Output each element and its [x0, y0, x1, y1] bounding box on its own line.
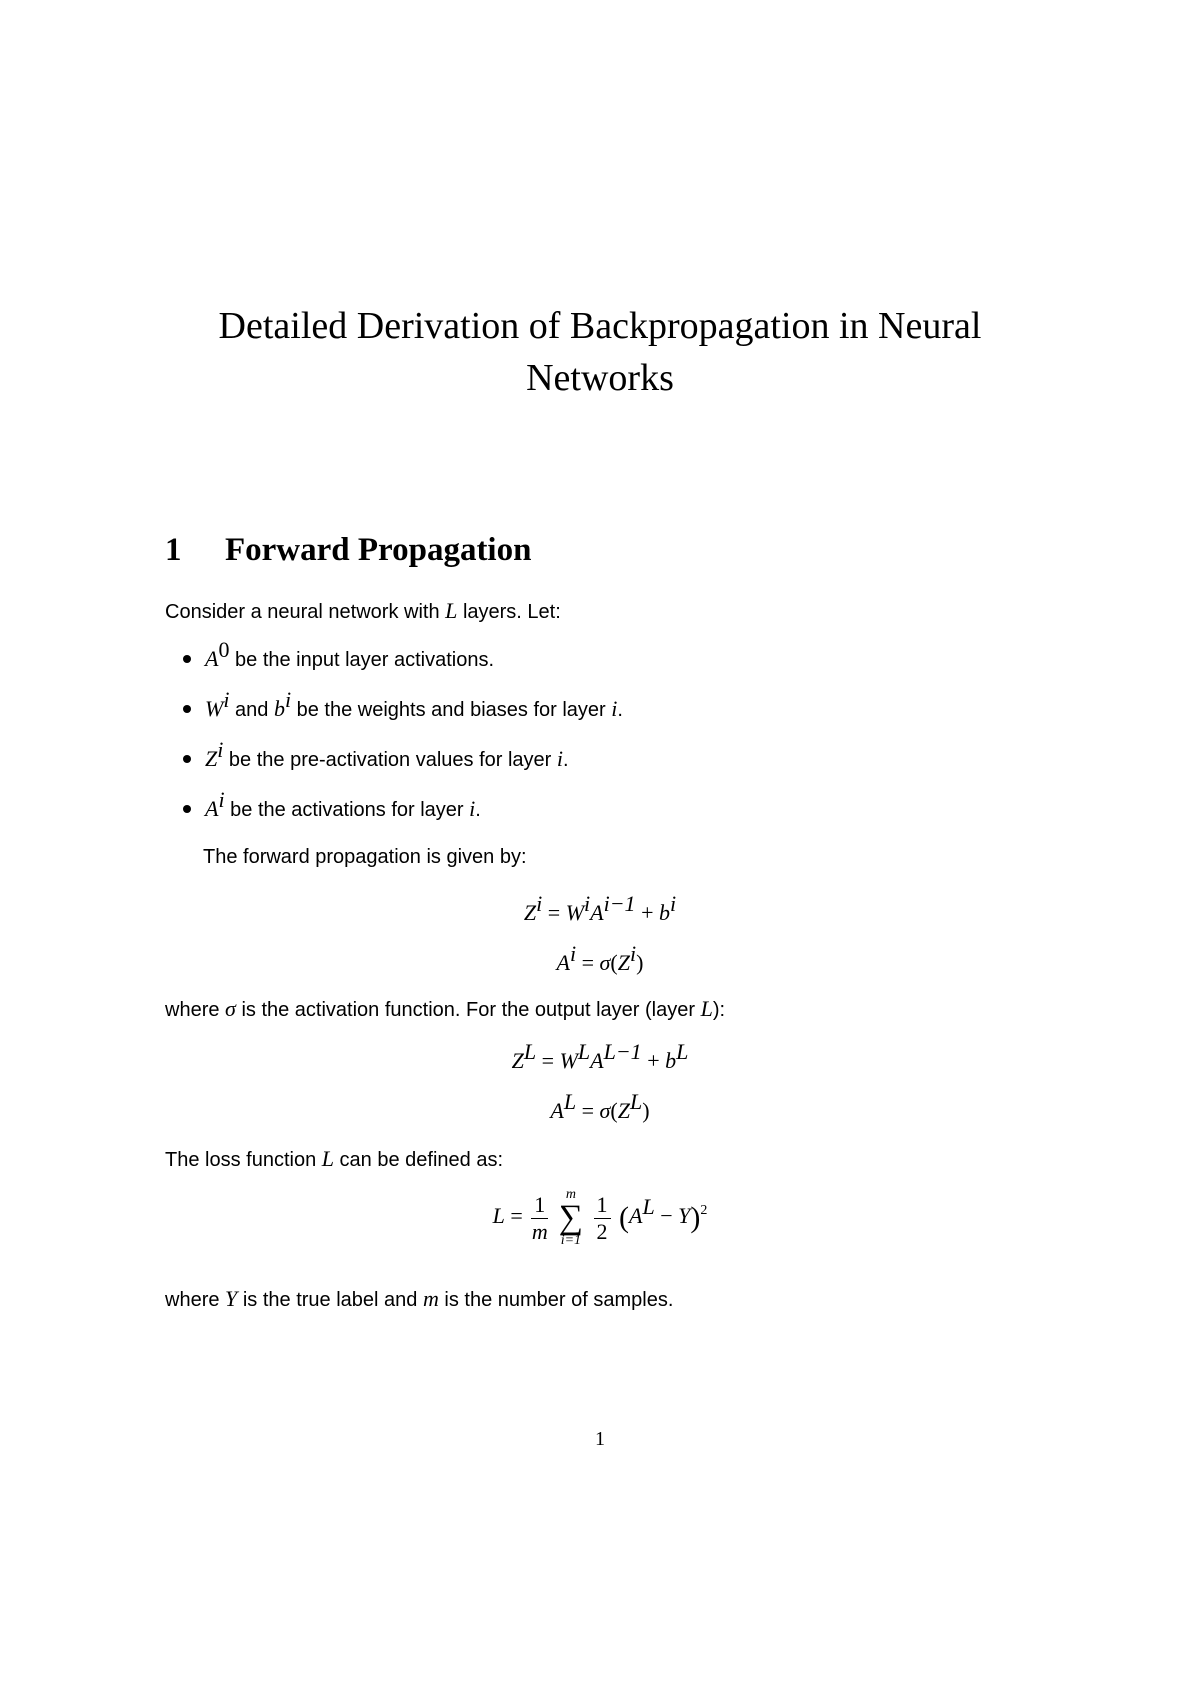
bullet-item	[183, 687, 623, 722]
equation-output-activation: $A^L = \sigma(Z^L)$	[550, 1089, 650, 1123]
bullet-var: i	[556, 746, 564, 771]
bullet-dot-icon	[183, 755, 191, 763]
where-sigma-paragraph	[165, 996, 725, 1022]
bullet-symbol: A	[205, 796, 219, 821]
bullet-var: i	[469, 796, 476, 821]
bullet-dot-icon	[183, 805, 191, 813]
bullet-item	[183, 787, 481, 822]
loss-text-end: can be defined as:	[334, 1149, 504, 1171]
where-text: where	[165, 1289, 226, 1311]
bullet-var: i	[611, 696, 618, 721]
bullet-text: and	[229, 699, 274, 721]
section-title: Forward Propagation	[225, 532, 532, 568]
bullet-sup: i	[217, 737, 224, 762]
Y-symbol: Y	[225, 1286, 238, 1311]
bullet-text: be the weights and biases for layer	[291, 699, 612, 721]
loss-text: The loss function	[165, 1149, 322, 1171]
paper-title: Detailed Derivation of Backpropagation in Neural Networks	[218, 305, 982, 399]
bullet-symbol: b	[273, 696, 285, 721]
bullet-text: be the activations for layer	[224, 799, 470, 821]
bullet-end: .	[617, 699, 623, 721]
bullet-symbol: Z	[205, 746, 218, 771]
where-text-mid: is the true label and	[237, 1289, 423, 1311]
loss-intro-paragraph	[165, 1146, 503, 1172]
intro-text: Consider a neural network with	[165, 601, 446, 623]
equation-activation: $A^i = \sigma(Z^i)$	[556, 941, 644, 975]
where-text-end: is the number of samples.	[438, 1289, 674, 1311]
where-text-mid: is the activation function. For the output layer (layer	[235, 999, 701, 1021]
bullet-end: .	[475, 799, 481, 821]
bullet-sup: i	[223, 687, 230, 712]
where-text-end: ):	[712, 999, 726, 1021]
sigma-symbol: σ	[225, 996, 236, 1021]
bullet-text: be the pre-activation values for layer	[223, 749, 557, 771]
equation-loss: L = $\frac{1}{m}$ m ∑ i=1 $\frac{1}{2}$ $(A^L - Y)^2$	[492, 1187, 708, 1248]
equation-output-preactivation: $Z^L = W^LA^{L-1} + b^L$	[511, 1039, 689, 1073]
section-heading	[165, 532, 531, 569]
where-Y-paragraph	[165, 1286, 673, 1312]
bullet-symbol: A	[205, 646, 219, 671]
layer-var: L	[700, 996, 713, 1021]
bullet-dot-icon	[183, 655, 191, 663]
m-symbol: m	[422, 1286, 439, 1311]
where-text: where	[165, 999, 226, 1021]
intro-text-end: layers. Let:	[457, 601, 561, 623]
bullet-item	[183, 637, 495, 672]
loss-var: L	[321, 1146, 334, 1171]
page-number: 1	[595, 1428, 605, 1450]
bullet-item	[183, 737, 569, 772]
equation-preactivation: $Z^i = W^iA^{i-1} + b^i$	[523, 891, 677, 925]
bullet-dot-icon	[183, 705, 191, 713]
bullet-sup: i	[284, 687, 292, 712]
section-number: 1	[165, 532, 182, 568]
forward-intro: The forward propagation is given by:	[203, 846, 527, 868]
intro-paragraph	[165, 598, 561, 624]
bullet-end: .	[563, 749, 569, 771]
intro-var: L	[445, 598, 458, 623]
bullet-sup: i	[218, 787, 225, 812]
bullet-symbol: W	[205, 696, 224, 721]
bullet-sup: 0	[218, 637, 230, 662]
bullet-text: be the input layer activations.	[229, 649, 495, 671]
